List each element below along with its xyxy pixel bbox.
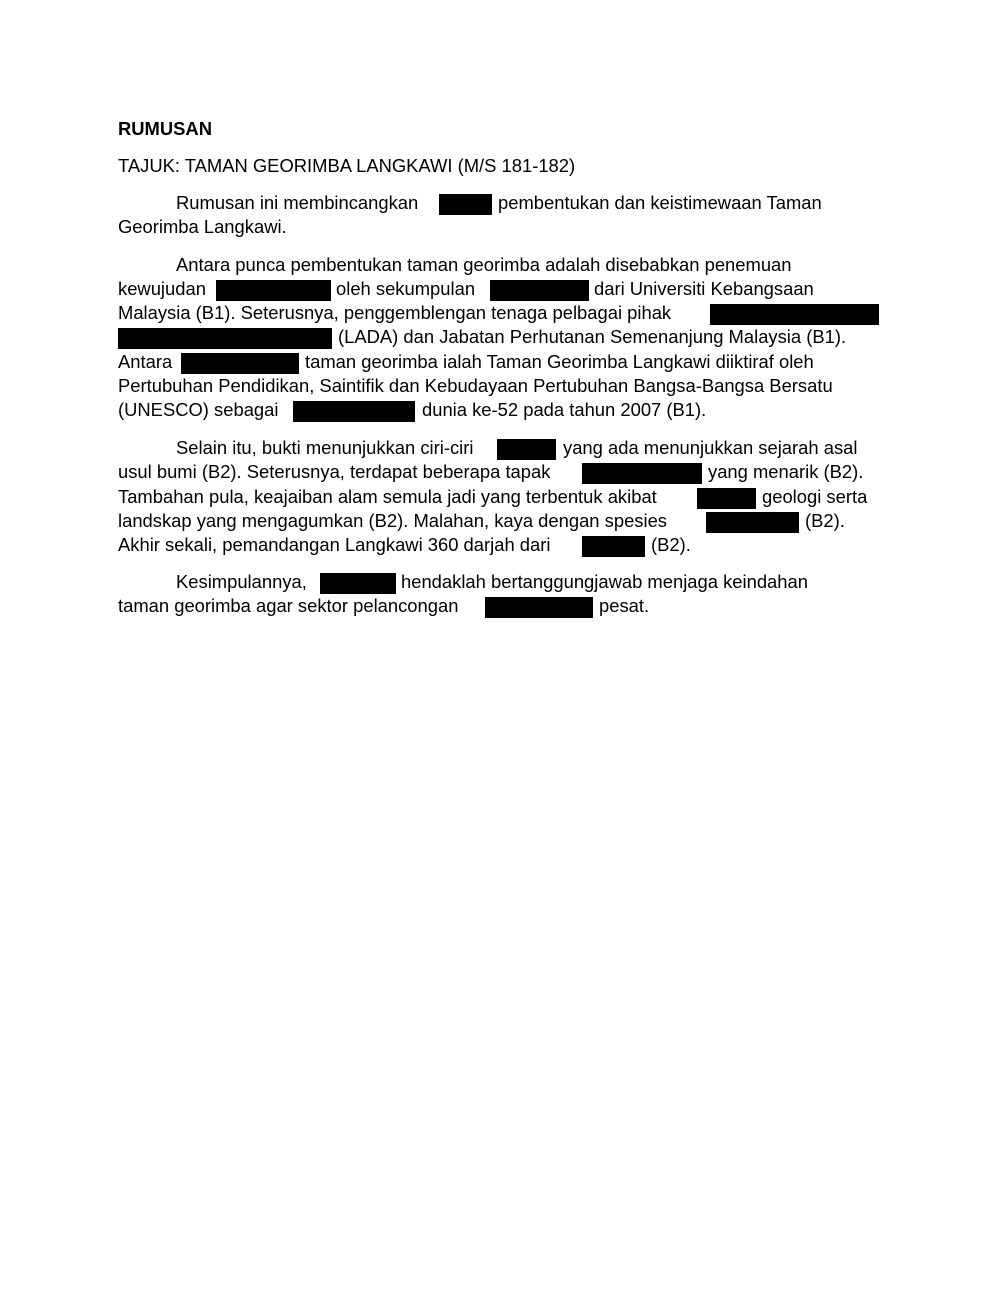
redacted-blank[interactable] <box>697 488 756 509</box>
text-line: Akhir sekali, pemandangan Langkawi 360 darjah dari <box>118 534 551 555</box>
redacted-blank[interactable] <box>490 280 589 301</box>
text-line: taman georimba ialah Taman Georimba Langkawi diiktiraf oleh <box>305 351 814 372</box>
text-line: kewujudan <box>118 278 206 299</box>
text-line: Kesimpulannya, <box>176 571 307 592</box>
redacted-blank[interactable] <box>497 439 556 460</box>
text-line: Rumusan ini membincangkan <box>176 192 419 213</box>
redacted-blank[interactable] <box>439 194 492 215</box>
text-line: (B2). <box>805 510 845 531</box>
text-line: (LADA) dan Jabatan Perhutanan Semenanjung Malaysia (B1). <box>338 326 847 347</box>
text-line: (B2). <box>651 534 691 555</box>
text-line: (UNESCO) sebagai <box>118 399 279 420</box>
redacted-blank[interactable] <box>582 463 702 484</box>
redacted-blank[interactable] <box>320 573 396 594</box>
text-line: Selain itu, bukti menunjukkan ciri-ciri <box>176 437 474 458</box>
redacted-blank[interactable] <box>485 597 593 618</box>
text-line: hendaklah bertanggungjawab menjaga keindahan <box>401 571 808 592</box>
heading: RUMUSAN <box>118 118 212 139</box>
redacted-blank[interactable] <box>118 328 332 349</box>
text-line: taman georimba agar sektor pelancongan <box>118 595 459 616</box>
redacted-blank[interactable] <box>706 512 799 533</box>
text-line: Malaysia (B1). Seterusnya, penggemblengan tenaga pelbagai pihak <box>118 302 672 323</box>
text-line: dunia ke-52 pada tahun 2007 (B1). <box>422 399 707 420</box>
text-line: yang menarik (B2). <box>708 461 864 482</box>
redacted-blank[interactable] <box>710 304 879 325</box>
text-line: landskap yang mengagumkan (B2). Malahan, kaya dengan spesies <box>118 510 667 531</box>
title: TAJUK: TAMAN GEORIMBA LANGKAWI (M/S 181-182) <box>118 155 576 176</box>
text-line: Pertubuhan Pendidikan, Saintifik dan Kebudayaan Pertubuhan Bangsa-Bangsa Bersatu <box>118 375 833 396</box>
redacted-blank[interactable] <box>293 401 415 422</box>
redacted-blank[interactable] <box>216 280 331 301</box>
text-line: Georimba Langkawi. <box>118 216 287 237</box>
text-line: Antara <box>118 351 173 372</box>
text-line: Antara punca pembentukan taman georimba adalah disebabkan penemuan <box>176 254 792 275</box>
redacted-blank[interactable] <box>181 353 299 374</box>
text-line: Tambahan pula, keajaiban alam semula jadi yang terbentuk akibat <box>118 486 657 507</box>
text-line: oleh sekumpulan <box>336 278 476 299</box>
redacted-blank[interactable] <box>582 536 645 557</box>
text-line: geologi serta <box>762 486 868 507</box>
text-line: yang ada menunjukkan sejarah asal <box>563 437 858 458</box>
text-line: dari Universiti Kebangsaan <box>594 278 814 299</box>
text-line: pembentukan dan keistimewaan Taman <box>498 192 822 213</box>
text-line: usul bumi (B2). Seterusnya, terdapat beberapa tapak <box>118 461 551 482</box>
text-line: pesat. <box>599 595 650 616</box>
